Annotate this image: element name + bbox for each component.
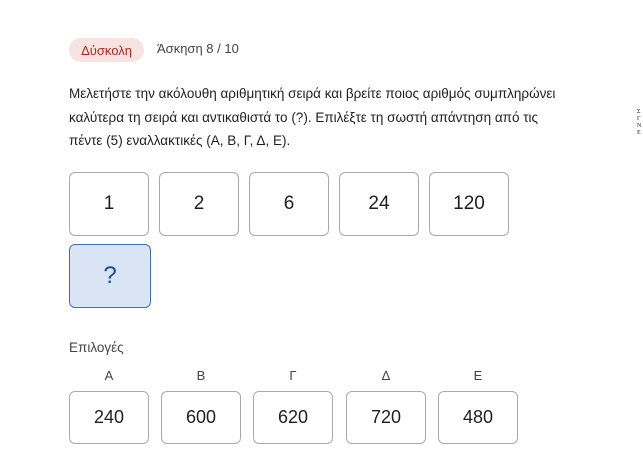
clipped-side-text [637, 109, 643, 137]
option-a-button[interactable]: 240 [69, 391, 149, 444]
option-letter-d: Δ [381, 368, 391, 383]
exercise-counter: Άσκηση 8 / 10 [157, 41, 239, 56]
sequence-cell: 120 [429, 172, 509, 236]
option-letter-g: Γ [289, 368, 297, 383]
option-letter-e: Ε [473, 368, 483, 383]
side-text-line: Ν [637, 123, 642, 129]
option-g-button[interactable]: 620 [253, 391, 333, 444]
missing-value-cell: ? [69, 244, 151, 308]
difficulty-badge: Δύσκολη [69, 38, 144, 62]
options-title: Επιλογές [69, 340, 124, 355]
option-b-button[interactable]: 600 [161, 391, 241, 444]
sequence-cell: 24 [339, 172, 419, 236]
option-d-button[interactable]: 720 [346, 391, 426, 444]
side-text-line: Σ [637, 109, 641, 115]
question-prompt: Μελετήστε την ακόλουθη αριθμητική σειρά και βρείτε ποιος αριθμός συμπληρώνει καλύτερα τη σειρά και αντικαθιστά το (?). Επιλέξτε τη σωστή απάντηση από τις πέντε (5) εναλλακτικές (Α, Β, Γ, Δ, Ε). [69, 86, 556, 148]
option-letter-b: Β [196, 368, 206, 383]
side-text-line: Γ [637, 116, 641, 122]
sequence-cell: 6 [249, 172, 329, 236]
sequence-cell: 1 [69, 172, 149, 236]
side-text-line: Ε [637, 130, 641, 136]
sequence-cell: 2 [159, 172, 239, 236]
option-e-button[interactable]: 480 [438, 391, 518, 444]
option-letter-a: Α [104, 368, 114, 383]
